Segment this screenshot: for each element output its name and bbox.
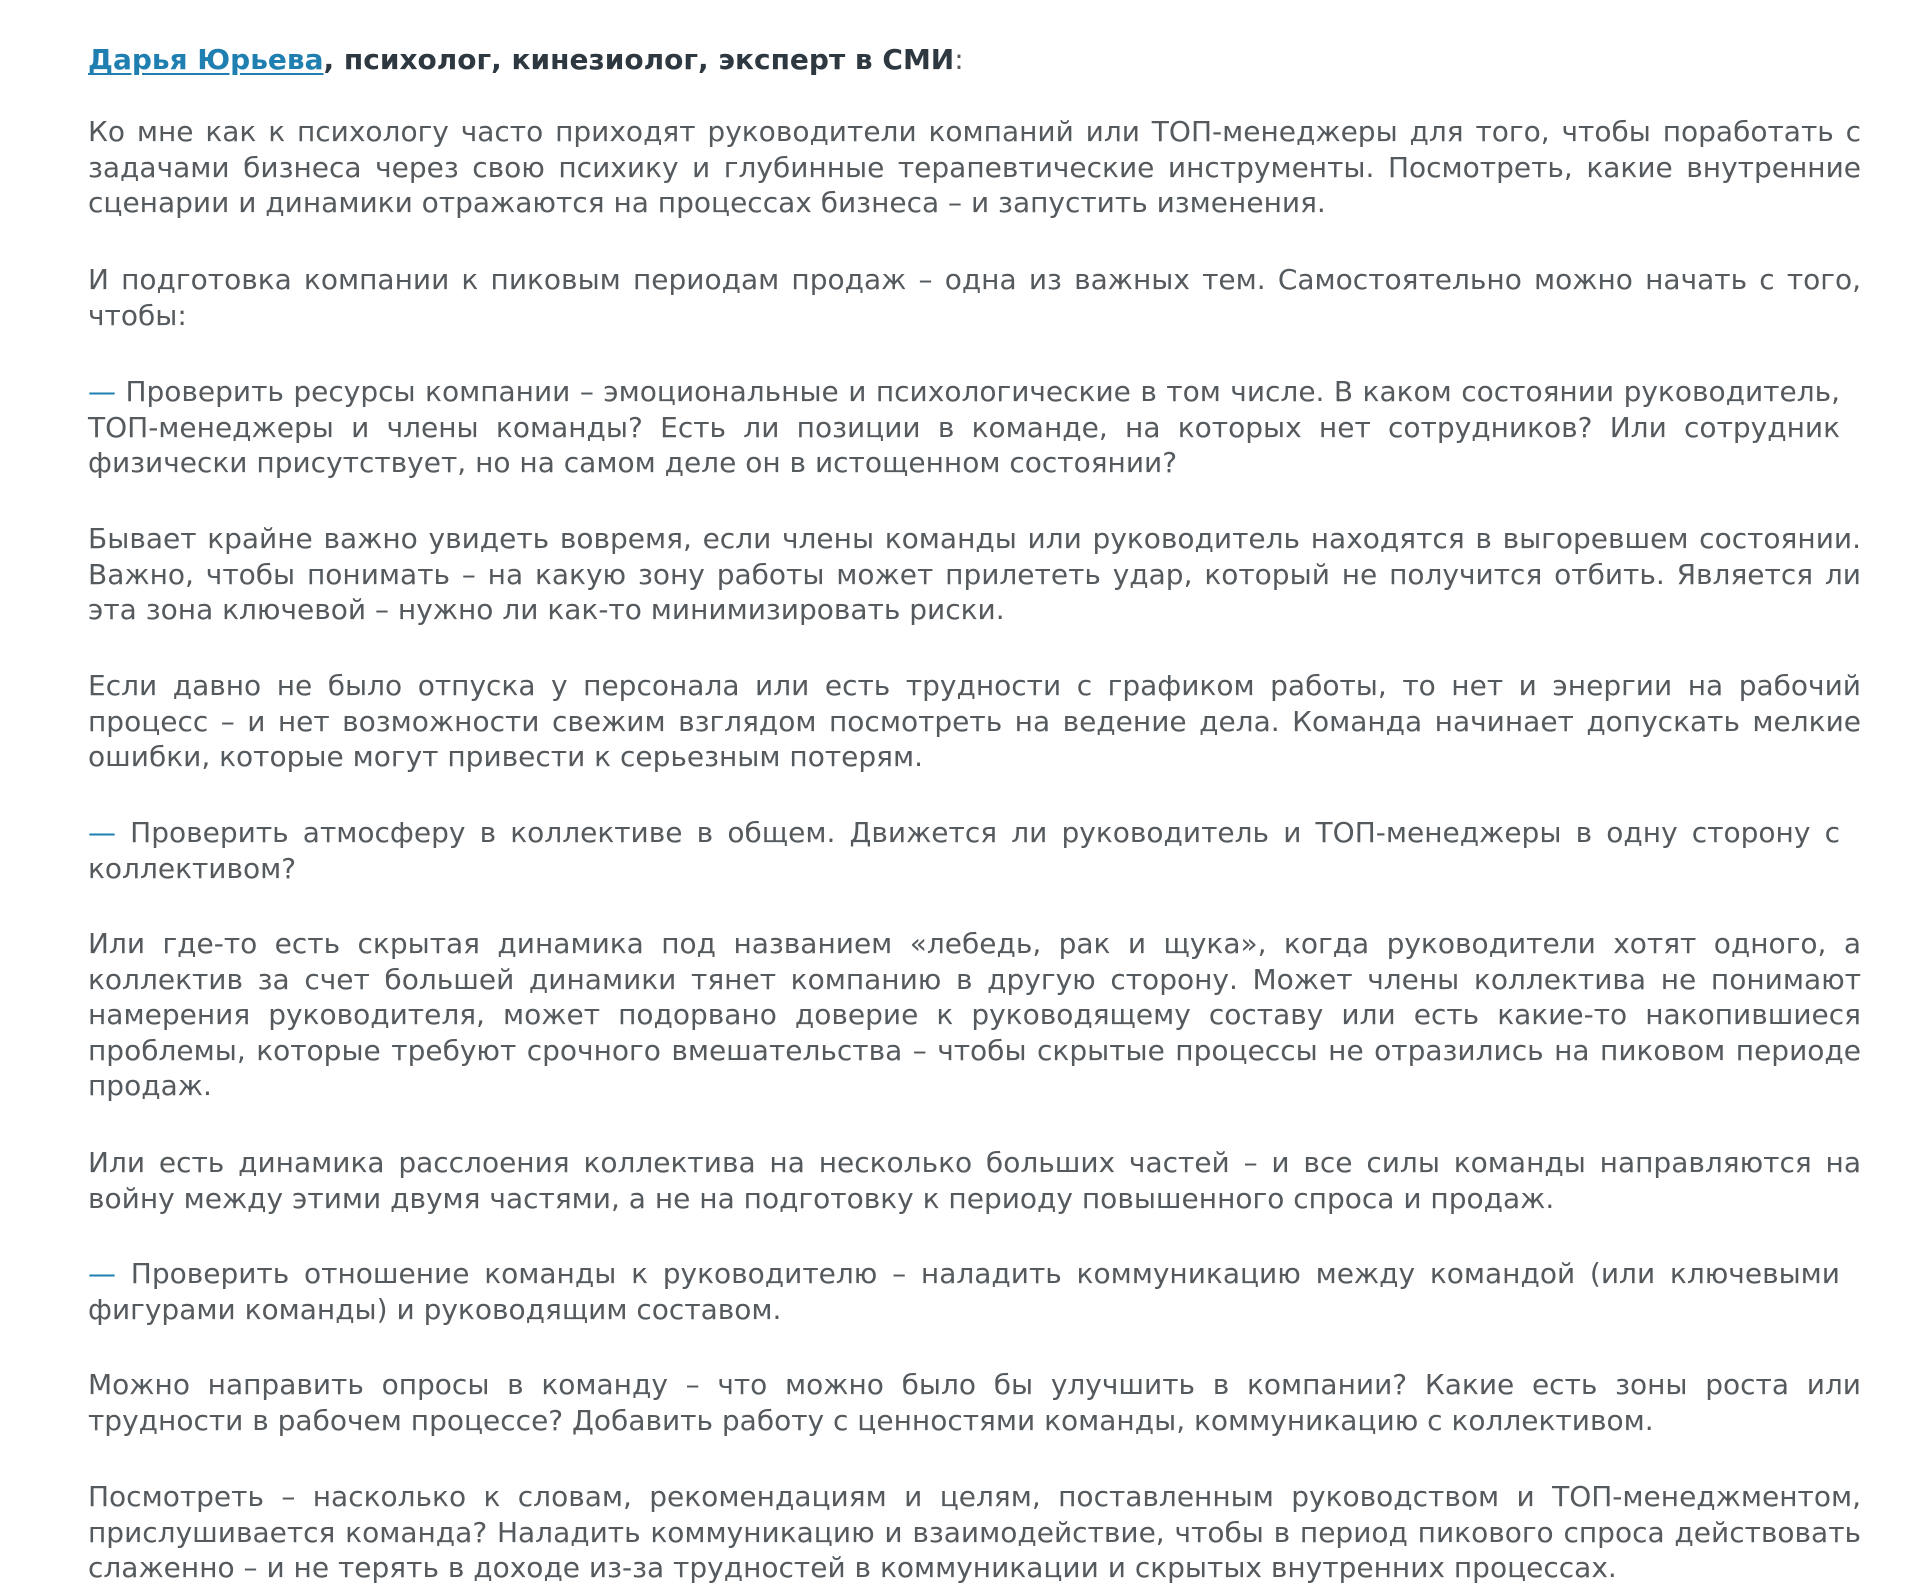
paragraph-stratification: Или есть динамика расслоения коллектива на несколько больших частей – и все силы команды направляются на войну между этими двумя частями, а не на подготовку к периоду повышенного спроса и продаж. [88,1146,1861,1215]
paragraph-intro: Ко мне как к психологу часто приходят руководители компаний или ТОП-менеджеры для того, чтобы поработать с задачами бизнеса через свою психику и глубинные терапевтические инструменты. Посмотреть, какие внутренние сценарии и динамики отражаются на процессах бизнеса – и запустить изменения. [88,115,1861,219]
list-item-text: Проверить атмосферу в коллективе в общем. Движется ли руководитель и ТОП-менеджеры в одну сторону с коллективом? [88,816,1840,885]
list-item-resources [88,374,1840,481]
paragraph-hidden-dynamics: Или где-то есть скрытая динамика под названием «лебедь, рак и щука», когда руководители хотят одного, а коллектив за счет большей динамики тянет компанию в другую сторону. Может члены коллектива не понимают намерения руководителя, может подорвано доверие к руководящему составу или есть какие-то накопившиеся проблемы, которые требуют срочного вмешательства – чтобы скрытые процессы не отразились на пиковом периоде продаж. [88,927,1861,1102]
author-link[interactable]: Дарья Юрьева [88,43,324,76]
author-line [88,42,1861,78]
author-colon: : [954,43,964,76]
paragraph-listening: Посмотреть – насколько к словам, рекомендациям и целям, поставленным руководством и ТОП-менеджментом, прислушивается команда? Наладить коммуникацию и взаимодействие, чтобы в период пикового спроса действовать слаженно – и не терять в доходе из-за трудностей в коммуникации и скрытых внутренних процессах. [88,1480,1861,1584]
author-title: , психолог, кинезиолог, эксперт в СМИ [323,43,955,76]
list-item-text: Проверить отношение команды к руководителю – наладить коммуникацию между командой (или ключевыми фигурами команды) и руководящим составом. [88,1257,1840,1326]
paragraph-preparation: И подготовка компании к пиковым периодам продаж – одна из важных тем. Самостоятельно можно начать с того, чтобы: [88,263,1861,332]
paragraph-surveys: Можно направить опросы в команду – что можно было бы улучшить в компании? Какие есть зоны роста или трудности в рабочем процессе? Добавить работу с ценностями команды, коммуникацию с коллективом. [88,1368,1861,1437]
dash-marker: — [88,1257,116,1290]
paragraph-vacation: Если давно не было отпуска у персонала или есть трудности с графиком работы, то нет и энергии на рабочий процесс – и нет возможности свежим взглядом посмотреть на ведение дела. Команда начинает допускать мелкие ошибки, которые могут привести к серьезным потерям. [88,669,1861,773]
list-item-atmosphere [88,815,1840,886]
dash-marker: — [88,816,116,849]
list-item-attitude [88,1256,1840,1327]
dash-marker: — [88,375,116,408]
paragraph-burnout: Бывает крайне важно увидеть вовремя, если члены команды или руководитель находятся в выгоревшем состоянии. Важно, чтобы понимать – на какую зону работы может прилететь удар, который не получится отбить. Является ли эта зона ключевой – нужно ли как-то минимизировать риски. [88,522,1861,626]
list-item-text: Проверить ресурсы компании – эмоциональные и психологические в том числе. В каком состоянии руководитель, ТОП-менеджеры и члены команды? Есть ли позиции в команде, на которых нет сотрудников? Или сотрудник физически присутствует, но на самом деле он в истощенном состоянии? [88,375,1840,479]
